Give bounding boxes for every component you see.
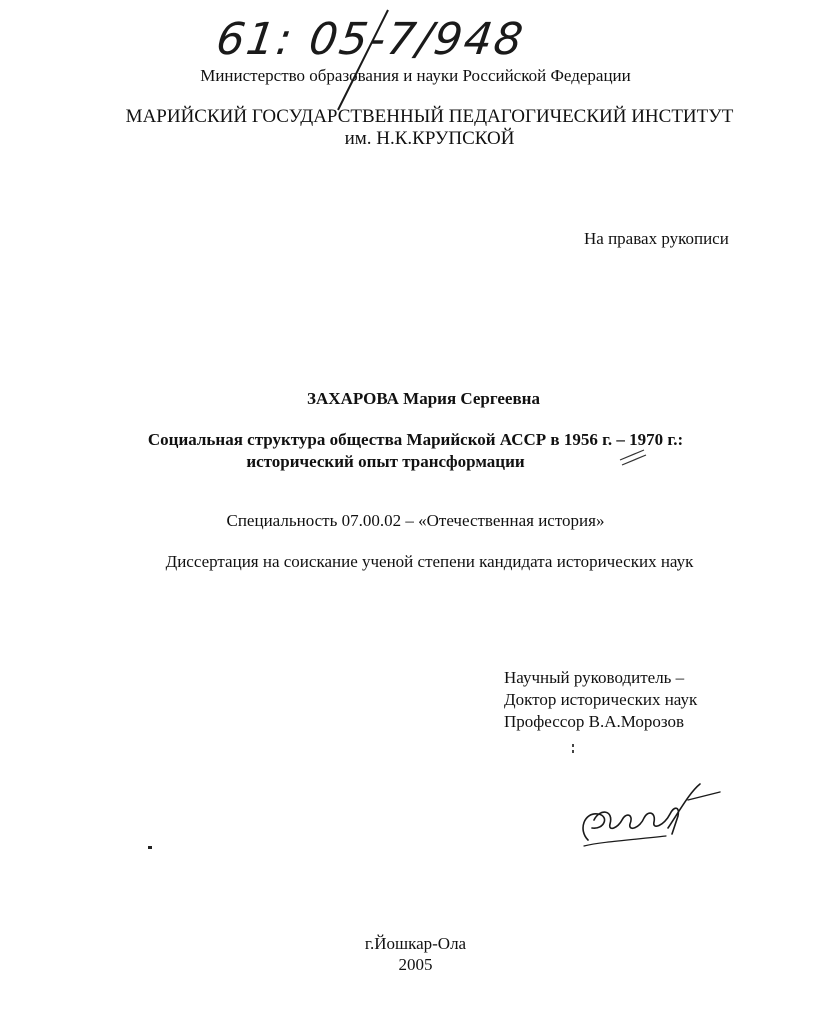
city-line: г.Йошкар-Ола [364,934,467,953]
pen-mark [618,446,648,468]
supervisor-name: Профессор В.А.Морозов [504,712,685,731]
year-line: 2005 [398,955,433,974]
institute-name: МАРИЙСКИЙ ГОСУДАРСТВЕННЫЙ ПЕДАГОГИЧЕСКИЙ ИНСТИТУТ [125,106,734,127]
specialty-line: Специальность 07.00.02 – «Отечественная история» [226,511,605,530]
supervisor-degree: Доктор исторических наук [504,690,698,709]
ministry-line: Министерство образования и науки Российской Федерации [200,66,631,85]
thesis-title-line-1: Социальная структура общества Марийской АССР в 1956 г. – 1970 г.: [147,430,684,449]
archive-code-text: 61: 05-7/948 [213,14,528,65]
thesis-title-line-2: исторический опыт трансформации [246,452,525,471]
handwritten-signature [570,770,730,860]
dissertation-type-line: Диссертация на соискание ученой степени кандидата исторических наук [165,552,694,571]
supervisor-role: Научный руководитель – [504,668,685,687]
institute-name-dedication: им. Н.К.КРУПСКОЙ [344,128,515,149]
manuscript-rights-note: На правах рукописи [584,229,729,248]
ink-speck [572,750,574,753]
ink-speck [148,846,152,849]
author-name: ЗАХАРОВА Мария Сергеевна [307,389,540,408]
handwritten-archive-code [213,2,528,112]
ink-speck [572,744,574,747]
